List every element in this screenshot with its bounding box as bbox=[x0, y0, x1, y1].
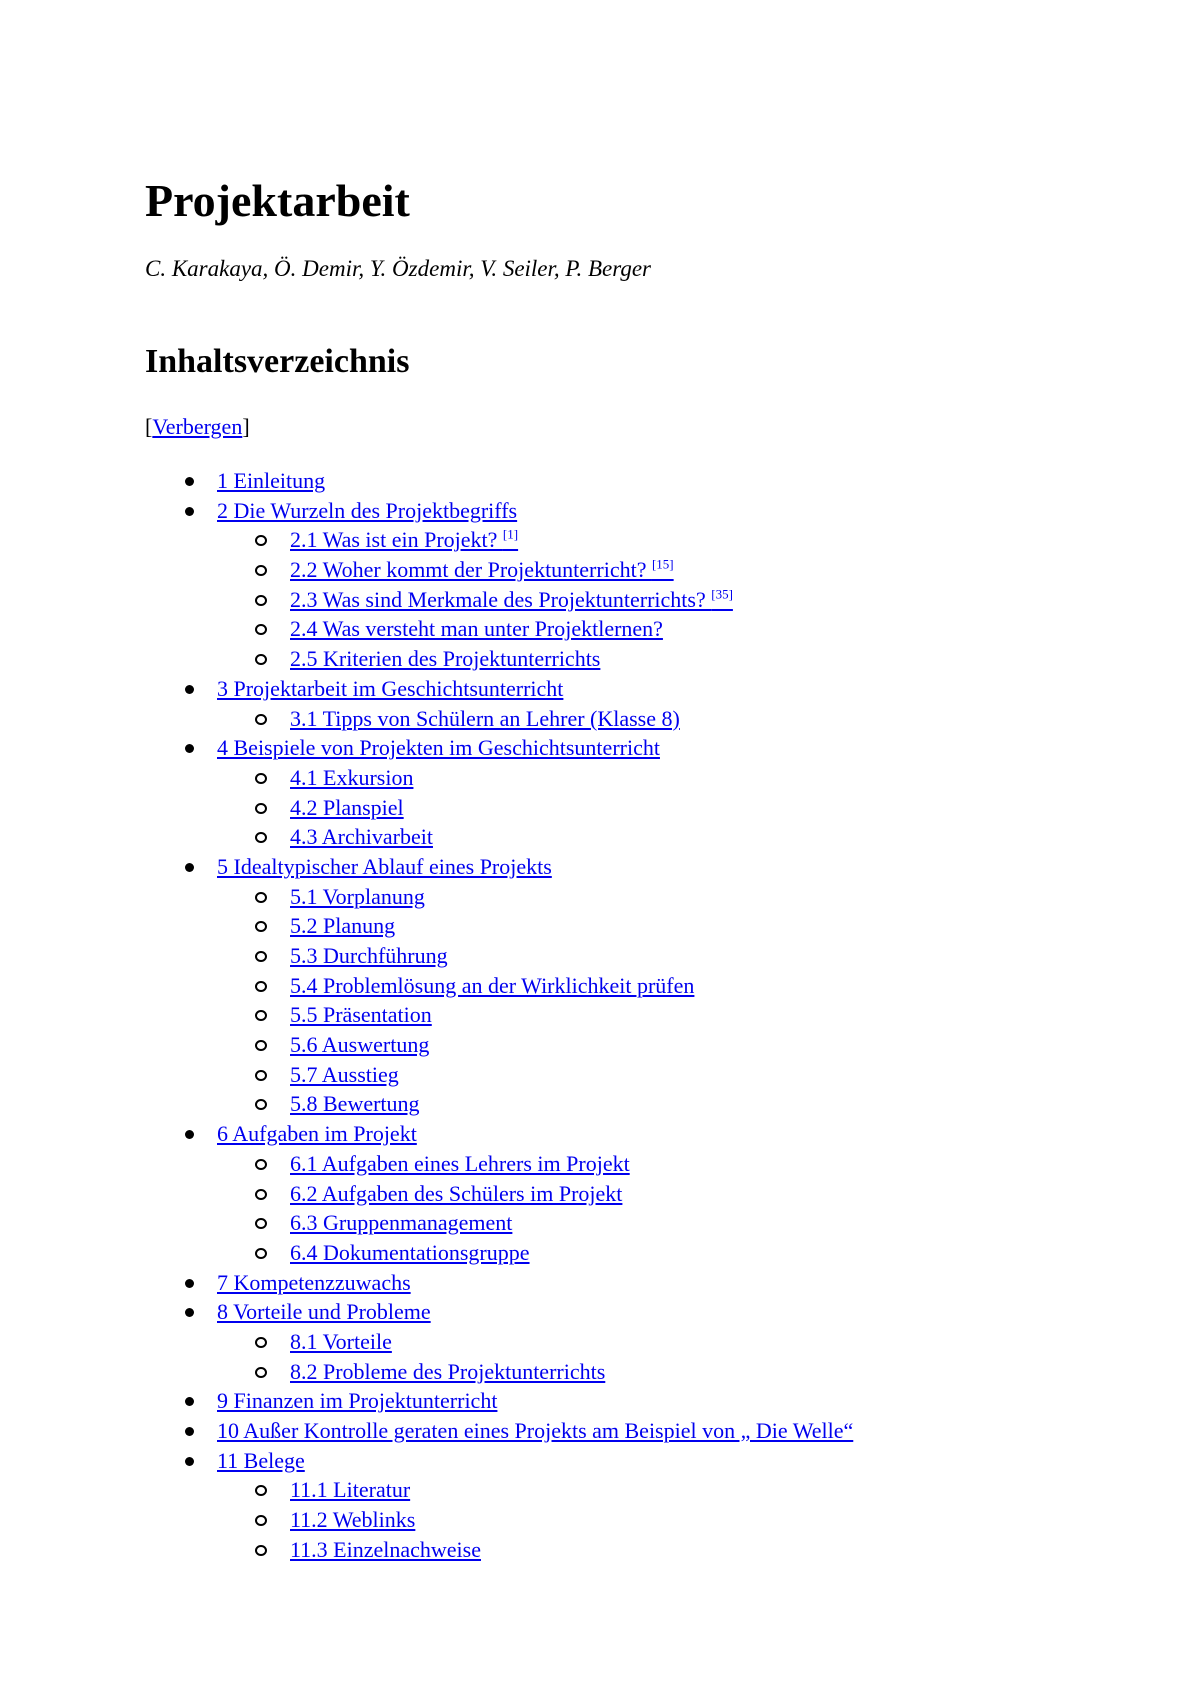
toc-link[interactable]: 6.2 Aufgaben des Schülers im Projekt bbox=[290, 1180, 623, 1206]
toc-link[interactable]: 6.3 Gruppenmanagement bbox=[290, 1210, 513, 1236]
toc-item bbox=[145, 1060, 853, 1090]
toc-link[interactable]: 8.1 Vorteile bbox=[290, 1328, 392, 1354]
toc-item bbox=[145, 733, 853, 763]
toc-item bbox=[145, 1475, 853, 1505]
toc-item bbox=[145, 1208, 853, 1238]
bullet-disc-icon bbox=[185, 1279, 194, 1288]
bullet-disc-icon bbox=[185, 863, 194, 872]
toc-link[interactable]: 5.2 Planung bbox=[290, 913, 396, 939]
toc-link[interactable]: 9 Finanzen im Projektunterricht bbox=[217, 1388, 498, 1414]
toc-link[interactable]: 11.1 Literatur bbox=[290, 1477, 411, 1503]
footnote-ref: [15] bbox=[651, 556, 674, 572]
bullet-disc-icon bbox=[185, 1308, 194, 1317]
toc-item bbox=[145, 704, 853, 734]
toc-item bbox=[145, 1238, 853, 1268]
toggle-bracket-open: [ bbox=[145, 414, 153, 439]
toc-link[interactable]: 2 Die Wurzeln des Projektbegriffs bbox=[217, 497, 518, 523]
toc-link[interactable]: 10 Außer Kontrolle geraten eines Projekts am Beispiel von „ Die Welle“ bbox=[217, 1418, 854, 1443]
toc-item bbox=[145, 1149, 853, 1179]
toc-item bbox=[145, 1357, 853, 1387]
toc-item bbox=[145, 1386, 853, 1416]
toc-item bbox=[145, 1446, 853, 1476]
page-title: Projektarbeit bbox=[145, 175, 410, 226]
bullet-disc-icon bbox=[185, 744, 194, 753]
bullet-circle-icon bbox=[255, 1485, 267, 1496]
toc-item bbox=[145, 852, 853, 882]
toc-item bbox=[145, 882, 853, 912]
bullet-circle-icon bbox=[255, 1248, 267, 1259]
toc-item bbox=[145, 644, 853, 674]
toc-item bbox=[145, 822, 853, 852]
toc-link[interactable]: 5 Idealtypischer Ablauf eines Projekts bbox=[217, 853, 552, 879]
toc-link[interactable]: 2.3 Was sind Merkmale des Projektunterrichts? [35] bbox=[290, 586, 733, 612]
toc-item bbox=[145, 466, 853, 496]
bullet-circle-icon bbox=[255, 1099, 267, 1110]
toc-link[interactable]: 3.1 Tipps von Schülern an Lehrer (Klasse 8) bbox=[290, 705, 680, 731]
toc-link[interactable]: 5.1 Vorplanung bbox=[290, 883, 425, 909]
toc-link[interactable]: 2.4 Was versteht man unter Projektlernen? bbox=[290, 616, 663, 642]
toc-link[interactable]: 6 Aufgaben im Projekt bbox=[217, 1121, 417, 1147]
toc-link[interactable]: 4 Beispiele von Projekten im Geschichtsunterricht bbox=[217, 735, 660, 761]
toc-link[interactable]: 4.3 Archivarbeit bbox=[290, 824, 433, 850]
toc-link[interactable]: 11.2 Weblinks bbox=[290, 1507, 416, 1533]
bullet-circle-icon bbox=[255, 1070, 267, 1081]
toc-link[interactable]: 2.1 Was ist ein Projekt? [1] bbox=[290, 527, 519, 553]
toc-item bbox=[145, 763, 853, 793]
toc-item bbox=[145, 674, 853, 704]
bullet-circle-icon bbox=[255, 1040, 267, 1051]
toc-link[interactable]: 11 Belege bbox=[217, 1447, 305, 1473]
bullet-circle-icon bbox=[255, 773, 267, 784]
toc-hide-link[interactable]: Verbergen bbox=[152, 414, 243, 439]
toc-toggle bbox=[145, 412, 250, 442]
bullet-circle-icon bbox=[255, 714, 267, 725]
bullet-circle-icon bbox=[255, 1010, 267, 1021]
toc-link[interactable]: 5.6 Auswertung bbox=[290, 1032, 430, 1058]
bullet-disc-icon bbox=[185, 1397, 194, 1406]
toc-item bbox=[145, 941, 853, 971]
toc-item bbox=[145, 971, 853, 1001]
toc-item bbox=[145, 1268, 853, 1298]
toc-item bbox=[145, 1327, 853, 1357]
toc-item bbox=[145, 496, 853, 526]
toc-list bbox=[145, 466, 853, 1564]
bullet-circle-icon bbox=[255, 981, 267, 992]
toc-link[interactable]: 5.3 Durchführung bbox=[290, 943, 448, 968]
bullet-circle-icon bbox=[255, 1337, 267, 1348]
footnote-ref: [1] bbox=[502, 527, 519, 543]
toc-item bbox=[145, 525, 853, 555]
toc-item bbox=[145, 1179, 853, 1209]
toc-item bbox=[145, 1416, 853, 1446]
toc-link[interactable]: 8.2 Probleme des Projektunterrichts bbox=[290, 1358, 606, 1384]
bullet-circle-icon bbox=[255, 565, 267, 576]
toc-item bbox=[145, 1535, 853, 1565]
bullet-circle-icon bbox=[255, 1189, 267, 1200]
toc-link[interactable]: 11.3 Einzelnachweise bbox=[290, 1536, 481, 1562]
toc-item bbox=[145, 1000, 853, 1030]
bullet-disc-icon bbox=[185, 1427, 194, 1436]
bullet-circle-icon bbox=[255, 1367, 267, 1378]
bullet-disc-icon bbox=[185, 1130, 194, 1139]
bullet-circle-icon bbox=[255, 1515, 267, 1526]
bullet-disc-icon bbox=[185, 685, 194, 694]
toc-item bbox=[145, 1089, 853, 1119]
toc-item bbox=[145, 911, 853, 941]
toc-link[interactable]: 5.4 Problemlösung an der Wirklichkeit prüfen bbox=[290, 972, 695, 998]
bullet-circle-icon bbox=[255, 1218, 267, 1229]
toc-link[interactable]: 3 Projektarbeit im Geschichtsunterricht bbox=[217, 675, 564, 701]
toc-item bbox=[145, 585, 853, 615]
authors-line: C. Karakaya, Ö. Demir, Y. Özdemir, V. Seiler, P. Berger bbox=[145, 256, 652, 281]
toc-heading: Inhaltsverzeichnis bbox=[145, 343, 410, 380]
bullet-circle-icon bbox=[255, 1159, 267, 1170]
toc-link[interactable]: 8 Vorteile und Probleme bbox=[217, 1299, 431, 1325]
bullet-circle-icon bbox=[255, 832, 267, 843]
toc-link[interactable]: 4.1 Exkursion bbox=[290, 764, 414, 790]
bullet-circle-icon bbox=[255, 595, 267, 606]
bullet-circle-icon bbox=[255, 624, 267, 635]
toc-link[interactable]: 1 Einleitung bbox=[217, 468, 326, 493]
toc-item bbox=[145, 1297, 853, 1327]
toc-item bbox=[145, 614, 853, 644]
toc-item bbox=[145, 1119, 853, 1149]
bullet-circle-icon bbox=[255, 951, 267, 962]
bullet-circle-icon bbox=[255, 535, 267, 546]
bullet-circle-icon bbox=[255, 892, 267, 903]
toc-item bbox=[145, 793, 853, 823]
toc-link[interactable]: 5.5 Präsentation bbox=[290, 1002, 432, 1028]
bullet-circle-icon bbox=[255, 803, 267, 814]
toc-item bbox=[145, 1030, 853, 1060]
toc-link[interactable]: 6.1 Aufgaben eines Lehrers im Projekt bbox=[290, 1150, 630, 1176]
toc-link[interactable]: 4.2 Planspiel bbox=[290, 794, 404, 820]
bullet-disc-icon bbox=[185, 1457, 194, 1466]
bullet-disc-icon bbox=[185, 477, 194, 486]
bullet-circle-icon bbox=[255, 1545, 267, 1556]
toc-link[interactable]: 5.8 Bewertung bbox=[290, 1091, 420, 1117]
bullet-circle-icon bbox=[255, 654, 267, 665]
toc-item bbox=[145, 1505, 853, 1535]
footnote-ref: [35] bbox=[711, 586, 733, 602]
toc-link[interactable]: 5.7 Ausstieg bbox=[290, 1061, 399, 1087]
toc-link[interactable]: 2.5 Kriterien des Projektunterrichts bbox=[290, 646, 601, 672]
toc-item bbox=[145, 555, 853, 585]
bullet-disc-icon bbox=[185, 507, 194, 516]
toc-link[interactable]: 7 Kompetenzzuwachs bbox=[217, 1269, 411, 1295]
toc-link[interactable]: 2.2 Woher kommt der Projektunterricht? [15] bbox=[290, 556, 674, 583]
toggle-bracket-close: ] bbox=[242, 414, 250, 439]
toc-link[interactable]: 6.4 Dokumentationsgruppe bbox=[290, 1239, 530, 1265]
bullet-circle-icon bbox=[255, 921, 267, 932]
